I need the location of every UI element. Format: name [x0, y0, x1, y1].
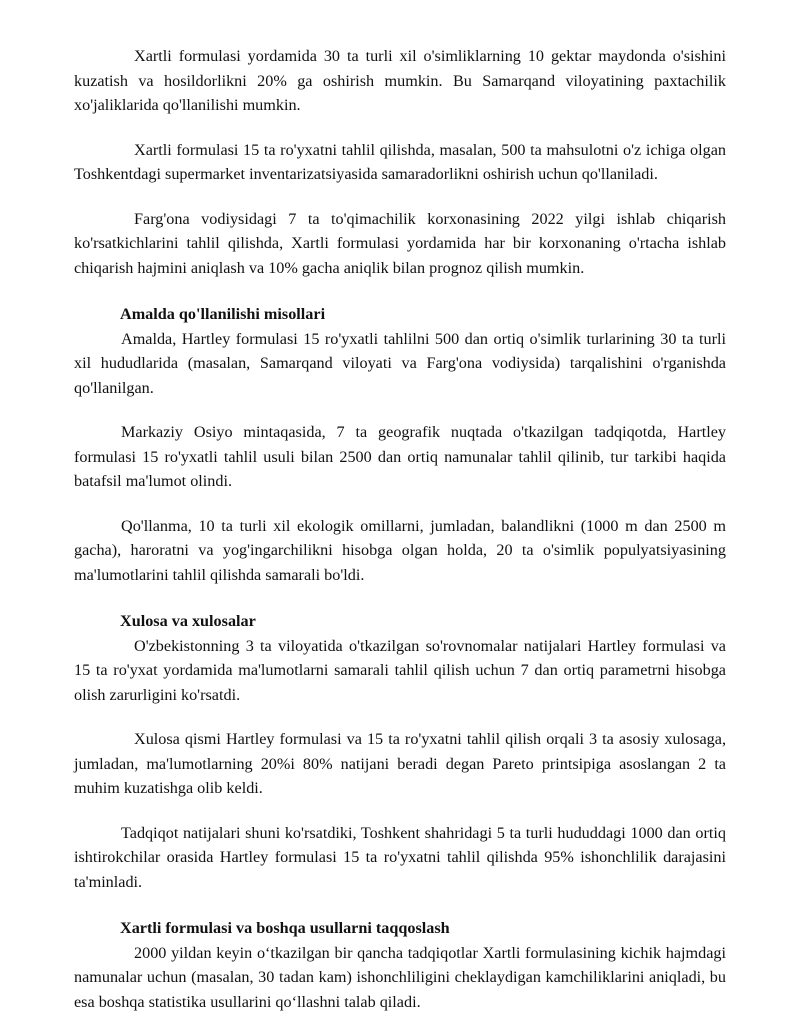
intro-paragraph-1: Xartli formulasi yordamida 30 ta turli xil o'simliklarning 10 gektar maydonda o'sishini kuzatish va hosildorlikni 20% ga oshirish mumkin. Bu Samarqand viloyatining paxtachilik xo'jaliklarida qo'llanilishi mumkin.: [74, 47, 726, 114]
examples-paragraph-3: Qo'llanma, 10 ta turli xil ekologik omillarni, jumladan, balandlikni (1000 m dan 2500 m gacha), haroratni va yog'ingarchilikni hisobga olgan holda, 20 ta o'simlik populyatsiyasining ma'lumotlarini tahlil qilishda samarali bo'ldi.: [74, 516, 726, 584]
examples-paragraph-2: Markaziy Osiyo mintaqasida, 7 ta geografik nuqtada o'tkazilgan tadqiqotda, Hartley formulasi 15 ro'yxatli tahlil usuli bilan 2500 dan ortiq namunalar tahlil qilinib, tur tarkibi haqida batafsil ma'lumot olindi.: [74, 423, 726, 490]
intro-paragraph-3: Farg'ona vodiysidagi 7 ta to'qimachilik korxonasining 2022 yilgi ishlab chiqarish ko'rsatkichlarini tahlil qilishda, Xartli formulasi yordamida har bir korxonaning o'rtacha ishlab chiqarish hajmini aniqlash va 10% gacha aniqlik bilan prognoz qilish mumkin.: [74, 209, 726, 277]
document-page: [74, 44, 726, 1014]
conclusion-paragraph-2: Xulosa qismi Hartley formulasi va 15 ta ro'yxatni tahlil qilish orqali 3 ta asosiy xulosaga, jumladan, ma'lumotlarning 20%i 80% natijani beradi degan Pareto printsipiga asoslangan 2 ta muhim kuzatishga olib keldi.: [74, 730, 726, 797]
intro-paragraph-2: Xartli formulasi 15 ta ro'yxatni tahlil qilishda, masalan, 500 ta mahsulotni o'z ichiga olgan Toshkentdagi supermarket inventarizatsiyasida samaradorlikni oshirish uchun qo'llaniladi.: [74, 140, 726, 183]
conclusion-paragraph-3: Tadqiqot natijalari shuni ko'rsatdiki, Toshkent shahridagi 5 ta turli hududdagi 1000 dan ortiq ishtirokchilar orasida Hartley formulasi 15 ta ro'yxatni tahlil qilishda 95% ishonchlilik darajasini ta'minladi.: [74, 823, 726, 891]
conclusion-paragraph-1: O'zbekistonning 3 ta viloyatida o'tkazilgan so'rovnomalar natijalari Hartley formulasi va 15 ta ro'yxat yordamida ma'lumotlarni samarali tahlil qilish uchun 7 dan ortiq parametrni hisobga olish zarurligini ko'rsatdi.: [74, 636, 726, 704]
examples-paragraph-1: Amalda, Hartley formulasi 15 ro'yxatli tahlilni 500 dan ortiq o'simlik turlarining 30 ta turli xil hududlarida (masalan, Samarqand viloyati va Farg'ona vodiysida) tarqalishini o'rganishda qo'llanilgan.: [74, 329, 726, 397]
examples-heading: Amalda qo'llanilishi misollari: [120, 305, 326, 323]
comparison-heading: Xartli formulasi va boshqa usullarni taqqoslash: [120, 919, 450, 937]
conclusion-heading: Xulosa va xulosalar: [120, 612, 256, 630]
comparison-paragraph-1: 2000 yildan keyin o‘tkazilgan bir qancha tadqiqotlar Xartli formulasining kichik hajmdagi namunalar uchun (masalan, 30 tadan kam) ishonchliligini cheklaydigan kamchiliklarini aniqladi, bu esa boshqa statistika usullarini qo‘llashni talab qiladi.: [74, 943, 726, 1011]
